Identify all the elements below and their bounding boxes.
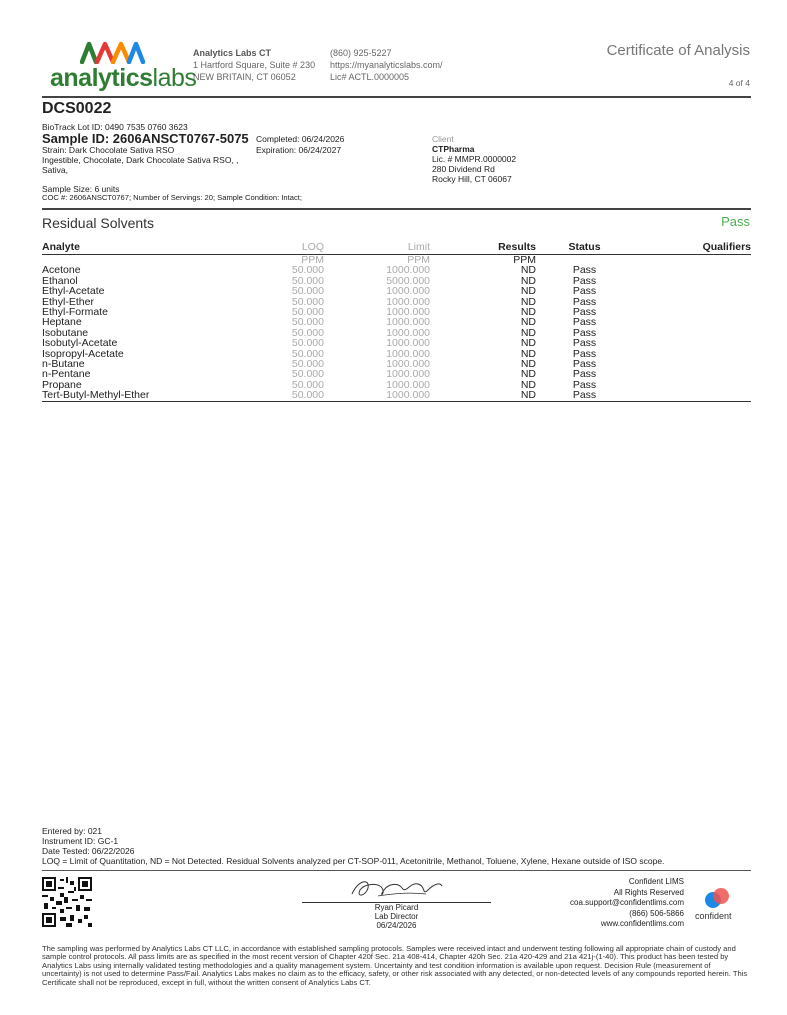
limit-cell: 1000.000 — [324, 390, 430, 401]
loq-cell: 50.000 — [291, 274, 324, 287]
qualifier-cell — [633, 307, 751, 317]
result-cell: ND — [430, 390, 536, 401]
instrument-id: Instrument ID: GC-1 — [42, 836, 119, 846]
qualifier-cell — [633, 349, 751, 359]
header-qualifiers: Qualifiers — [633, 240, 751, 255]
analyte-cell: Ethyl-Ether — [42, 295, 94, 308]
result-cell: ND — [520, 378, 536, 391]
loq-cell: 50.000 — [291, 316, 324, 329]
qualifier-cell — [633, 328, 751, 338]
limit-cell: 1000.000 — [386, 347, 430, 360]
qualifier-cell — [633, 369, 751, 379]
analyte-cell: Tert-Butyl-Methyl-Ether — [42, 390, 232, 401]
result-cell: ND — [520, 316, 536, 329]
analyte-cell: Isopropyl-Acetate — [42, 347, 124, 360]
limit-cell: 1000.000 — [386, 316, 430, 329]
date-tested: Date Tested: 06/22/2026 — [42, 846, 135, 856]
status-cell: Pass — [572, 347, 597, 360]
header-status: Status — [536, 240, 633, 255]
section-title: Residual Solvents — [42, 215, 155, 231]
status-cell: Pass — [572, 316, 597, 329]
director-signature — [348, 876, 444, 902]
lims-name: Confident LIMS — [628, 877, 684, 886]
header-limit: Limit — [324, 240, 430, 255]
loq-cell: 50.000 — [232, 390, 324, 401]
loq-cell: 50.000 — [291, 285, 324, 298]
strain-info — [42, 145, 239, 175]
qr-code-icon[interactable] — [42, 877, 92, 927]
logo-wordmark: analyticslabs — [50, 64, 197, 92]
signer-name: Ryan Picard — [374, 903, 419, 912]
analyte-cell: Isobutyl-Acetate — [42, 337, 118, 350]
limit-cell: 1000.000 — [386, 285, 430, 298]
unit-limit: PPM — [407, 254, 430, 266]
strain-line: Strain: Dark Chocolate Sativa RSO — [42, 145, 175, 155]
analyte-cell: Ethyl-Acetate — [42, 285, 105, 298]
residual-solvents-table — [42, 240, 751, 402]
result-cell: ND — [520, 285, 536, 298]
client-label: Client — [432, 134, 454, 144]
unit-loq: PPM — [301, 254, 324, 266]
limit-cell: 1000.000 — [386, 358, 430, 371]
loq-cell: 50.000 — [291, 337, 324, 350]
header-loq: LOQ — [232, 240, 324, 255]
confident-wordmark: confident — [695, 911, 732, 921]
result-cell: ND — [520, 337, 536, 350]
header-results: Results — [430, 240, 536, 255]
client-address-line2: Rocky Hill, CT 06067 — [432, 174, 512, 184]
sample-size: Sample Size: 6 units — [42, 184, 120, 194]
status-cell: Pass — [572, 274, 597, 287]
signer-date: 06/24/2026 — [376, 921, 417, 930]
header-analyte: Analyte — [42, 240, 232, 255]
qualifier-cell — [633, 359, 751, 369]
lab-info — [193, 47, 315, 83]
loq-cell: 50.000 — [291, 264, 324, 277]
status-cell: Pass — [572, 337, 597, 350]
lab-phone: (860) 925-5227 — [330, 48, 392, 58]
analyte-cell: Ethyl-Formate — [42, 306, 108, 319]
result-cell: ND — [520, 295, 536, 308]
result-cell: ND — [520, 306, 536, 319]
document-title: Certificate of Analysis — [606, 42, 750, 59]
confident-logo-icon — [704, 886, 730, 910]
qualifier-cell — [633, 317, 751, 327]
expiration-date: Expiration: 06/24/2027 — [256, 145, 342, 155]
result-cell: ND — [520, 358, 536, 371]
lims-rights: All Rights Reserved — [613, 887, 684, 897]
lims-email[interactable]: coa.support@confidentlims.com — [570, 898, 684, 907]
footer-notes — [42, 826, 664, 866]
limit-cell: 1000.000 — [386, 306, 430, 319]
status-cell: Pass — [572, 326, 597, 339]
table-header-row — [42, 240, 751, 255]
loq-cell: 50.000 — [291, 368, 324, 381]
analyte-cell: Acetone — [42, 264, 81, 277]
lims-website[interactable]: www.confidentlims.com — [600, 919, 684, 928]
limit-cell: 1000.000 — [386, 295, 430, 308]
result-cell: ND — [520, 326, 536, 339]
page-number: 4 of 4 — [728, 78, 750, 88]
client-name: CTPharma — [432, 144, 475, 154]
status-cell: Pass — [572, 295, 597, 308]
status-cell: Pass — [536, 390, 633, 401]
loq-cell: 50.000 — [291, 326, 324, 339]
analyte-cell: Isobutane — [42, 326, 89, 339]
qualifier-cell — [633, 276, 751, 286]
result-cell: ND — [520, 347, 536, 360]
qualifier-cell — [633, 390, 751, 401]
lims-phone: (866) 506-5866 — [629, 908, 684, 918]
signer-title: Lab Director — [374, 912, 419, 921]
lab-address-line2: NEW BRITAIN, CT 06052 — [193, 72, 296, 82]
analyte-cell: n-Pentane — [42, 368, 91, 381]
limit-cell: 1000.000 — [386, 337, 430, 350]
table-row — [42, 390, 751, 401]
lab-license: Lic# ACTL.0000005 — [330, 72, 410, 82]
lims-info — [570, 877, 684, 930]
status-cell: Pass — [572, 264, 597, 277]
footer-divider — [42, 870, 751, 871]
limit-cell: 1000.000 — [386, 264, 430, 277]
sample-divider — [42, 208, 751, 210]
client-license: Lic. # MMPR.0000002 — [432, 154, 517, 164]
status-cell: Pass — [572, 358, 597, 371]
status-cell: Pass — [572, 285, 597, 298]
limit-cell: 5000.000 — [386, 274, 430, 287]
limit-cell: 1000.000 — [386, 326, 430, 339]
lab-website[interactable]: https://myanalyticslabs.com/ — [330, 60, 443, 70]
product-code: DCS0022 — [42, 100, 112, 117]
loq-cell: 50.000 — [291, 378, 324, 391]
qualifier-cell — [633, 286, 751, 296]
analyte-cell: Ethanol — [42, 274, 78, 287]
sample-id: Sample ID: 2606ANSCT0767-5075 — [42, 131, 249, 146]
legal-disclaimer: The sampling was performed by Analytics Labs CT LLC, in accordance with established sampling protocols. Samples were received intact and underwent testing following all appropriate chain of custody and sample control protocols. All pass limits are as specified in the most recent version of Chapter 420f Sec. 21a 408-414, Chapter 420h Sec. 21a 420-429 and 21a 421j-(1-40). This product has been tested by Analytics Labs using internally validated testing methodologies and a quality management system. Uncertainty and test condition information is available upon request. Decision Rule (measurement of uncertainty) is not used to determine Pass/Fail. Analytics Labs makes no claim as to the efficacy, safety, or other risk associated with any detected, or non-detected levels of any compounds reported herein. This Certificate shall not be reproduced, except in full, without the written consent of Analytics Labs CT. — [42, 944, 748, 987]
result-cell: ND — [520, 264, 536, 277]
status-cell: Pass — [572, 368, 597, 381]
lab-name: Analytics Labs CT — [193, 48, 272, 58]
status-cell: Pass — [572, 378, 597, 391]
completed-date: Completed: 06/24/2026 — [256, 134, 345, 144]
overall-status-badge: Pass — [721, 214, 750, 229]
analytics-labs-logo-mark — [80, 40, 146, 64]
analyte-cell: Propane — [42, 378, 82, 391]
result-cell: ND — [520, 368, 536, 381]
limit-cell: 1000.000 — [386, 368, 430, 381]
loq-cell: 50.000 — [291, 295, 324, 308]
strain-line: Ingestible, Chocolate, Dark Chocolate Sativa RSO, , — [42, 155, 239, 165]
limit-cell: 1000.000 — [386, 378, 430, 391]
loq-note: LOQ = Limit of Quantitation, ND = Not Detected. Residual Solvents analyzed per CT-SOP-011, Acetonitrile, Methanol, Toluene, Xylene, Hexane outside of ISO scope. — [42, 856, 665, 866]
qualifier-cell — [633, 380, 751, 390]
loq-cell: 50.000 — [291, 347, 324, 360]
lab-contact — [330, 47, 443, 83]
qualifier-cell — [633, 297, 751, 307]
entered-by: Entered by: 021 — [42, 826, 103, 836]
client-block — [432, 134, 516, 184]
analyte-cell: Heptane — [42, 316, 82, 329]
strain-line: Sativa, — [42, 165, 68, 175]
unit-results: PPM — [513, 254, 536, 266]
status-cell: Pass — [572, 306, 597, 319]
qualifier-cell — [633, 338, 751, 348]
analyte-cell: n-Butane — [42, 358, 85, 371]
coc-info: COC #: 2606ANSCT0767; Number of Servings: 20; Sample Condition: Intact; — [42, 193, 303, 202]
qualifier-cell — [633, 265, 751, 275]
lab-address-line1: 1 Hartford Square, Suite # 230 — [193, 60, 316, 70]
client-address-line1: 280 Dividend Rd — [432, 164, 495, 174]
result-cell: ND — [520, 274, 536, 287]
biotrack-lot-id: BioTrack Lot ID: 0490 7535 0760 3623 — [42, 122, 188, 132]
loq-cell: 50.000 — [291, 306, 324, 319]
header-divider — [42, 96, 751, 98]
loq-cell: 50.000 — [291, 358, 324, 371]
signer-block — [302, 903, 491, 930]
